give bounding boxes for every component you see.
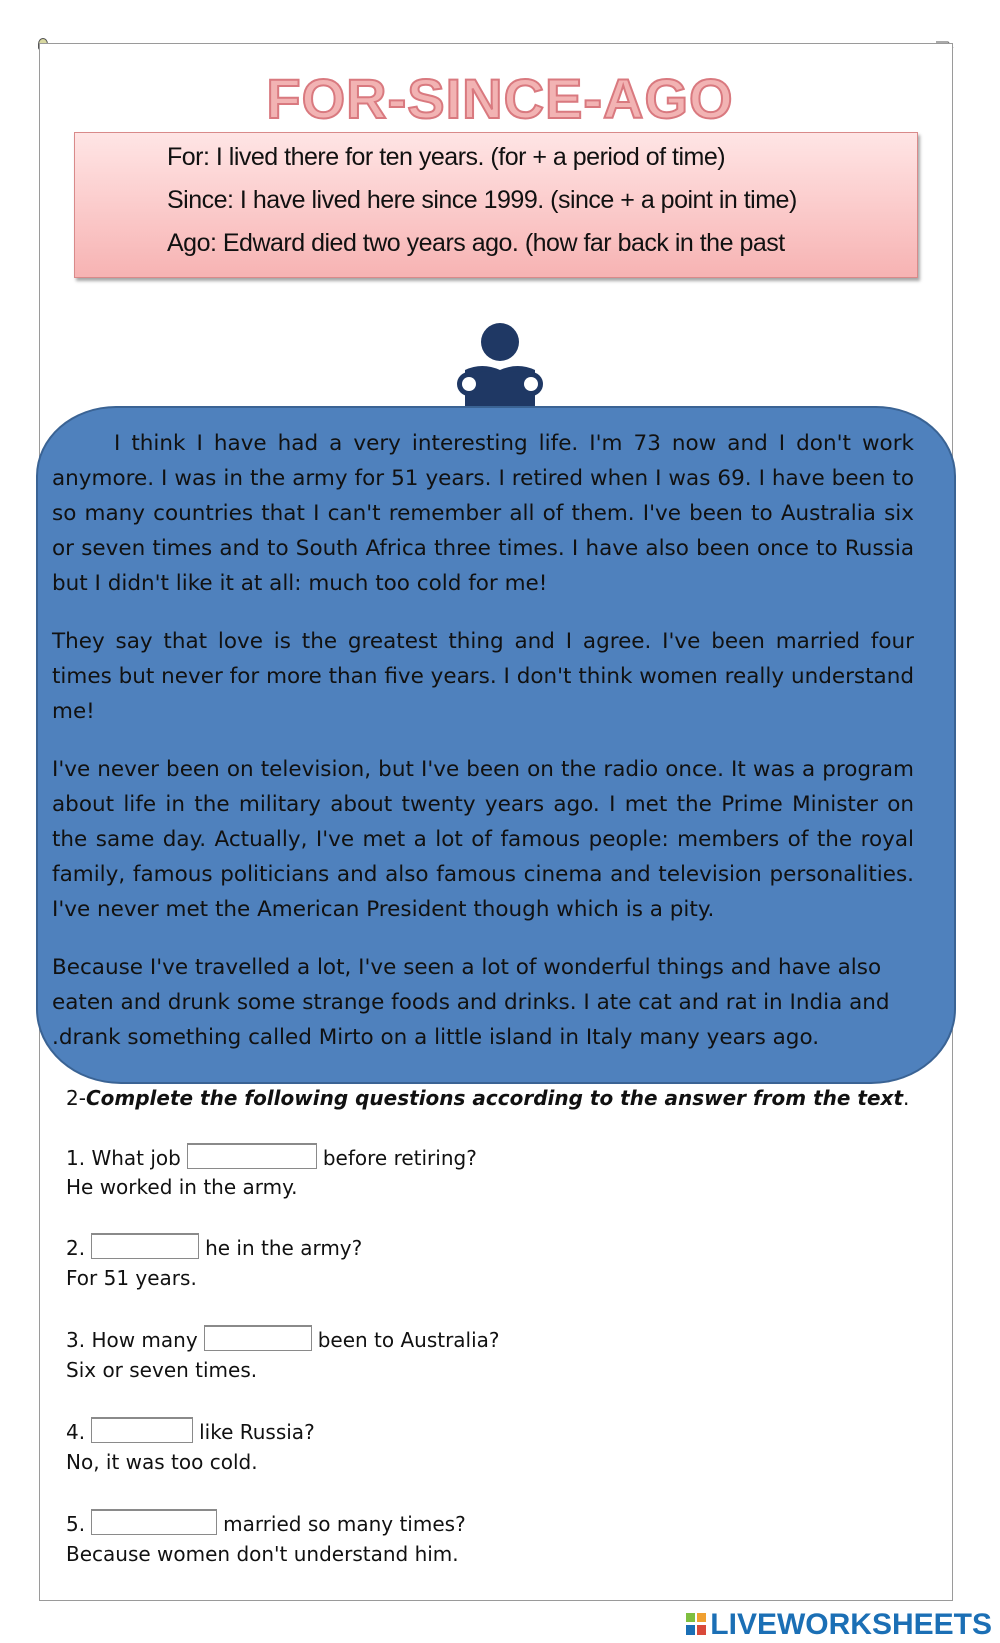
story-paragraph: They say that love is the greatest thing and I agree. I've been married four times but never for more than five years. I don't think women really understand me! [52,629,914,724]
grammar-rules-box [74,132,918,278]
question-3-suffix: been to Australia? [317,1328,500,1352]
rule-ago: Ago: Edward died two years ago. (how far back in the past [167,229,785,257]
instructions-number: 2- [66,1086,86,1110]
rule-since: Since: I have lived here since 1999. (since + a point in time) [167,186,797,214]
answer-input-3[interactable] [204,1325,312,1351]
question-2-prefix: 2. [66,1236,86,1260]
instructions-text: Complete the following questions according to the answer from the text [85,1086,904,1110]
answer-input-5[interactable] [91,1509,217,1535]
question-3-prefix: 3. How many [66,1328,198,1352]
story-text [52,426,914,1078]
instructions [66,1086,909,1110]
question-4 [66,1417,315,1446]
instructions-end: . [903,1086,910,1110]
answer-input-2[interactable] [91,1233,199,1259]
answer-input-4[interactable] [91,1417,193,1443]
question-2 [66,1233,362,1262]
question-4-prefix: 4. [66,1420,86,1444]
question-1-prefix: 1. What job [66,1146,181,1170]
question-5-prefix: 5. [66,1512,86,1536]
reply-1: He worked in the army. [66,1175,298,1199]
reply-5: Because women don't understand him. [66,1542,459,1566]
story-paragraph: Because I've travelled a lot, I've seen a lot of wonderful things and have also eaten and drunk some strange foods and drinks. I ate cat and rat in India and .drank something called Mirto on a little island in Italy many years ago. [52,955,890,1050]
liveworksheets-logo-icon [685,1611,707,1637]
reply-2: For 51 years. [66,1266,197,1290]
answer-input-1[interactable] [187,1143,317,1169]
question-1-suffix: before retiring? [322,1146,477,1170]
reply-4: No, it was too cold. [66,1450,258,1474]
story-paragraph: I think I have had a very interesting life. I'm 73 now and I don't work anymore. I was in the army for 51 years. I retired when I was 69. I have been to so many countries that I can't remember all of them. I've been to Australia six or seven times and to South Africa three times. I have also been once to Russia but I didn't like it at all: much too cold for me! [52,431,914,596]
question-5-suffix: married so many times? [223,1512,466,1536]
question-2-suffix: he in the army? [205,1236,363,1260]
brand-logo[interactable] [685,1608,992,1642]
reply-3: Six or seven times. [66,1358,258,1382]
question-5 [66,1509,466,1538]
page-title: FOR-SINCE-AGO [266,67,734,130]
question-1 [66,1143,477,1172]
question-3 [66,1325,500,1354]
brand-name: LIVEWORKSHEETS [710,1608,992,1641]
story-paragraph: I've never been on television, but I've been on the radio once. It was a program about life in the military about twenty years ago. I met the Prime Minister on the same day. Actually, I've met a lot of famous people: members of the royal family, famous politicians and also famous cinema and television personalities. I've never met the American President though which is a pity. [52,757,914,922]
rule-for: For: I lived there for ten years. (for + a period of time) [167,143,726,171]
question-4-suffix: like Russia? [199,1420,315,1444]
